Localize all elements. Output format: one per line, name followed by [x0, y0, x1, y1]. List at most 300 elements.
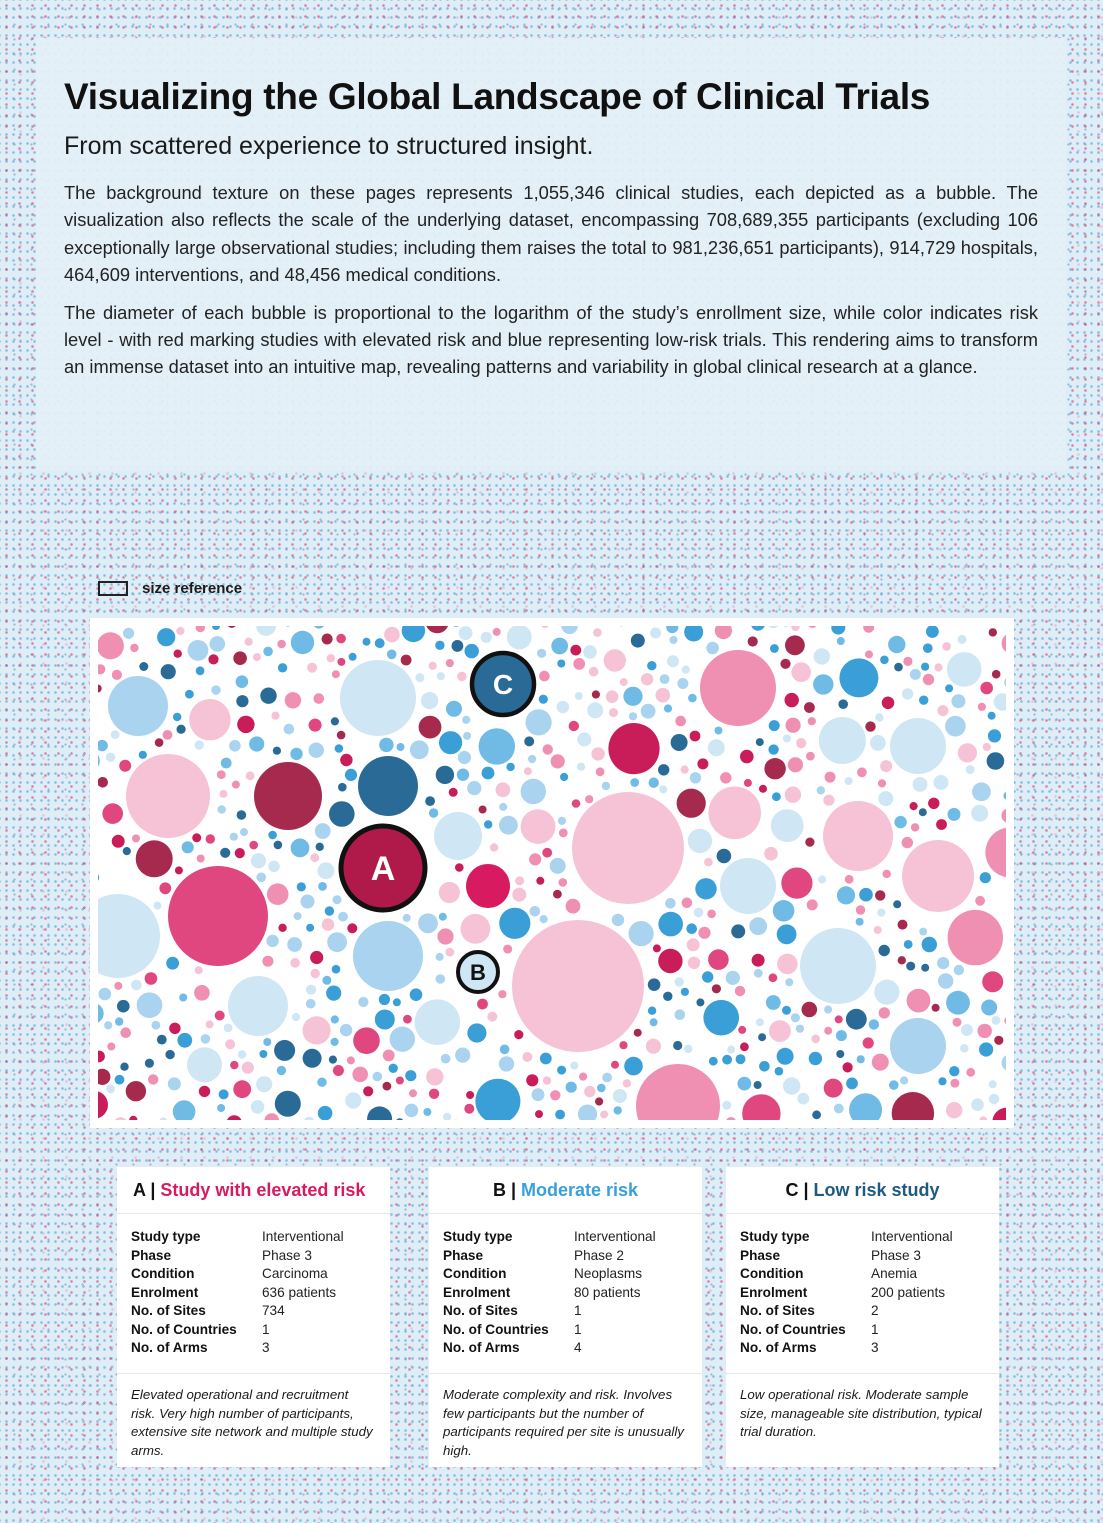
study-bubble — [878, 791, 893, 806]
study-bubble — [980, 872, 991, 883]
study-bubble — [893, 900, 901, 908]
field-label: No. of Countries — [131, 1321, 237, 1337]
study-bubble — [367, 1106, 392, 1120]
detail-row — [131, 1302, 376, 1321]
study-bubble — [882, 697, 895, 710]
study-bubble — [704, 858, 713, 867]
study-bubble — [658, 912, 683, 937]
study-bubble — [690, 772, 701, 783]
study-bubble — [869, 1019, 879, 1029]
study-bubble — [268, 861, 280, 873]
study-bubble — [98, 872, 99, 883]
study-bubble — [785, 693, 799, 707]
study-bubble — [738, 1077, 752, 1091]
study-bubble — [611, 1061, 619, 1069]
study-bubble — [835, 1015, 843, 1023]
study-bubble — [665, 898, 676, 909]
study-bubble — [934, 663, 942, 671]
study-bubble — [211, 685, 220, 694]
study-bubble — [419, 716, 442, 739]
study-bubble — [636, 1064, 720, 1120]
study-bubble — [358, 997, 368, 1007]
study-bubble — [557, 701, 569, 713]
study-bubble — [117, 1000, 130, 1013]
study-bubble — [462, 716, 470, 724]
study-bubble — [526, 1074, 538, 1086]
study-bubble — [303, 1049, 322, 1068]
study-bubble — [539, 695, 548, 704]
study-bubble — [694, 908, 704, 918]
study-bubble — [208, 654, 218, 664]
study-bubble — [347, 1056, 355, 1064]
study-bubble — [230, 833, 238, 841]
study-bubble — [106, 753, 115, 762]
card-c-details — [726, 1214, 999, 1374]
study-bubble — [157, 1035, 167, 1045]
detail-row — [131, 1265, 376, 1284]
study-bubble — [410, 988, 423, 1001]
study-bubble — [682, 666, 690, 674]
field-value: 734 — [262, 1303, 285, 1318]
field-label: No. of Arms — [443, 1340, 520, 1355]
study-bubble — [819, 717, 866, 764]
study-bubble — [363, 1086, 373, 1096]
study-bubble — [979, 1116, 987, 1120]
study-bubble — [570, 1062, 578, 1070]
study-bubble — [921, 964, 929, 972]
study-bubble — [423, 1108, 431, 1116]
field-value: Phase 3 — [871, 1247, 921, 1263]
study-bubble — [499, 908, 530, 939]
study-bubble — [421, 692, 438, 709]
study-bubble — [500, 1045, 510, 1055]
marker-c[interactable] — [472, 653, 534, 715]
study-bubble — [159, 882, 171, 894]
study-bubble — [481, 632, 492, 643]
card-b-note: Moderate complexity and risk. Involves few participants but the number of participants required per site is unusually high. — [443, 1387, 684, 1458]
study-bubble — [647, 661, 656, 670]
study-bubble — [189, 699, 230, 740]
study-bubble — [659, 785, 667, 793]
study-bubble — [465, 644, 479, 658]
study-bubble — [131, 980, 142, 991]
study-bubble — [577, 732, 591, 746]
study-bubble — [429, 808, 438, 817]
study-bubble — [883, 870, 891, 878]
study-bubble — [317, 1078, 326, 1087]
study-bubble — [902, 840, 974, 912]
field-label: No. of Sites — [131, 1303, 206, 1318]
study-bubble — [98, 894, 160, 978]
study-bubble — [329, 1056, 337, 1064]
study-bubble — [217, 770, 226, 779]
study-bubble — [98, 1003, 104, 1024]
study-bubble — [201, 1034, 211, 1044]
study-bubble — [126, 1081, 146, 1101]
study-bubble — [256, 1076, 272, 1092]
study-bubble — [888, 636, 905, 653]
study-bubble — [921, 663, 929, 671]
study-bubble — [700, 650, 776, 726]
study-bubble — [157, 628, 175, 646]
study-bubble — [818, 875, 826, 883]
study-bubble — [823, 795, 834, 806]
detail-row — [740, 1339, 985, 1358]
field-value: Interventional — [574, 1229, 656, 1244]
study-bubble — [695, 878, 716, 899]
study-bubble — [327, 932, 347, 952]
study-bubble — [168, 866, 268, 966]
study-bubble — [960, 1044, 969, 1053]
study-bubble — [777, 954, 798, 975]
study-bubble — [310, 853, 319, 862]
study-bubble — [754, 1081, 762, 1089]
study-bubble — [173, 713, 181, 721]
study-bubble — [206, 1020, 214, 1028]
study-bubble — [457, 672, 467, 682]
study-bubble — [242, 1062, 254, 1074]
study-bubble — [304, 1117, 315, 1120]
detail-row — [131, 1228, 376, 1247]
study-bubble — [1004, 676, 1006, 689]
study-bubble — [577, 763, 585, 771]
study-bubble — [168, 1077, 181, 1090]
study-bubble — [945, 716, 966, 737]
field-value: Interventional — [871, 1229, 953, 1244]
study-bubble — [589, 667, 599, 677]
study-bubble — [192, 833, 201, 842]
study-bubble — [537, 649, 546, 658]
study-bubble — [619, 1041, 627, 1049]
field-value: Interventional — [262, 1229, 344, 1244]
study-bubble — [857, 1055, 865, 1063]
study-bubble — [843, 1062, 853, 1072]
study-bubble — [503, 945, 512, 954]
study-bubble — [994, 693, 1006, 710]
study-bubble — [314, 693, 325, 704]
study-bubble — [512, 888, 526, 902]
study-bubble — [650, 628, 661, 639]
study-bubble — [215, 1011, 225, 1021]
study-bubble — [703, 1000, 739, 1036]
study-bubble — [663, 992, 672, 1001]
detail-row — [443, 1247, 688, 1266]
study-bubble — [232, 781, 240, 789]
study-bubble — [958, 743, 977, 762]
study-bubble — [865, 650, 873, 658]
study-bubble — [631, 634, 645, 648]
study-bubble — [136, 840, 173, 877]
study-bubble — [992, 1016, 1001, 1025]
study-bubble — [426, 1068, 443, 1085]
study-bubble — [212, 626, 220, 630]
study-bubble — [579, 1073, 587, 1081]
study-bubble — [824, 1006, 832, 1014]
study-bubble — [275, 1091, 301, 1117]
study-bubble — [437, 928, 453, 944]
study-bubble — [332, 965, 341, 974]
study-bubble — [771, 809, 804, 842]
study-bubble — [566, 1082, 577, 1093]
study-bubble — [738, 1026, 746, 1034]
intro-paragraph-2: The diameter of each bubble is proportional to the logarithm of the study’s enrollment size, while color indicates risk level - with red marking studies with elevated risk and blue representing low-risk trials. This rendering aims to transform an immense dataset into an intuitive map, revealing patterns and variability in global clinical research at a glance. — [64, 301, 1038, 378]
study-bubble — [290, 958, 300, 968]
card-c-title: Low risk study — [813, 1179, 940, 1200]
study-bubble — [904, 940, 913, 949]
study-bubble — [322, 976, 331, 985]
study-bubble — [543, 1076, 551, 1084]
field-label: Phase — [443, 1247, 484, 1263]
study-bubble — [992, 670, 1001, 679]
study-bubble — [245, 638, 253, 646]
study-bubble — [126, 754, 210, 838]
study-bubble — [316, 843, 324, 851]
study-bubble — [322, 634, 333, 645]
study-bubble — [218, 805, 226, 813]
study-bubble — [337, 731, 346, 740]
study-bubble — [291, 631, 314, 654]
study-bubble — [966, 1068, 975, 1077]
study-bubble — [499, 803, 507, 811]
study-bubble — [629, 921, 654, 946]
study-bubble — [251, 1100, 265, 1114]
study-bubble — [309, 719, 322, 732]
study-bubble — [326, 986, 341, 1001]
study-bubble — [306, 999, 316, 1009]
study-bubble — [543, 744, 553, 754]
study-bubble — [358, 756, 418, 816]
study-bubble — [236, 695, 248, 707]
study-bubble — [210, 636, 226, 652]
study-bubble — [274, 1040, 295, 1061]
study-bubble — [989, 628, 997, 636]
study-bubble — [493, 628, 501, 636]
bubble-canvas — [98, 626, 1006, 1120]
study-bubble — [196, 666, 205, 675]
field-value: 636 patients — [262, 1284, 337, 1300]
study-bubble — [874, 980, 899, 1005]
study-bubble — [139, 662, 148, 671]
study-bubble — [837, 886, 855, 904]
study-bubble — [890, 1018, 946, 1074]
study-bubble — [846, 1009, 867, 1030]
study-bubble — [948, 910, 1003, 965]
study-bubble — [971, 805, 988, 822]
study-bubble — [455, 1048, 470, 1063]
study-bubble — [780, 659, 790, 669]
detail-row — [740, 1265, 985, 1284]
study-bubble — [937, 957, 949, 969]
study-bubble — [455, 863, 464, 872]
study-bubble — [129, 1116, 137, 1120]
study-bubble — [102, 803, 123, 824]
study-bubble — [727, 1046, 735, 1054]
study-bubble — [870, 735, 886, 751]
study-bubble — [777, 924, 797, 944]
study-bubble — [720, 772, 731, 783]
card-b-title: Moderate risk — [521, 1179, 639, 1200]
study-bubble — [233, 651, 247, 665]
study-bubble — [919, 696, 928, 705]
study-bubble — [677, 678, 688, 689]
field-label: Study type — [740, 1229, 810, 1244]
study-bubble — [541, 626, 550, 628]
study-bubble — [557, 660, 565, 668]
study-bubble — [271, 712, 279, 720]
study-bubble — [277, 640, 286, 649]
study-bubble — [953, 1018, 962, 1027]
study-bubble — [410, 740, 429, 759]
marker-b-label: B — [470, 960, 486, 985]
study-bubble — [777, 1048, 794, 1065]
study-bubble — [313, 626, 325, 629]
study-bubble — [770, 644, 779, 653]
study-bubble — [331, 1015, 339, 1023]
marker-b[interactable] — [458, 952, 498, 992]
study-bubble — [528, 755, 536, 763]
study-bubble — [540, 915, 548, 923]
study-bubble — [436, 974, 446, 984]
study-bubble — [910, 802, 918, 810]
study-bubble — [530, 906, 541, 917]
study-bubble — [649, 778, 659, 788]
study-bubble — [923, 674, 934, 685]
study-bubble — [479, 728, 515, 764]
study-bubble — [161, 664, 176, 679]
study-bubble — [297, 882, 306, 891]
study-bubble — [806, 752, 815, 761]
study-bubble — [978, 703, 986, 711]
study-bubble — [267, 883, 289, 905]
study-bubble — [446, 659, 454, 667]
study-bubble — [788, 757, 803, 772]
study-bubble — [401, 655, 412, 666]
study-bubble — [783, 1077, 800, 1094]
study-bubble — [575, 692, 583, 700]
study-bubble — [345, 1092, 361, 1108]
study-bubble — [315, 823, 331, 839]
study-bubble — [558, 817, 566, 825]
study-bubble — [196, 626, 205, 632]
detail-row — [740, 1228, 985, 1247]
study-bubble — [982, 971, 1003, 992]
study-bubble — [467, 1023, 486, 1042]
card-a-note: Elevated operational and recruitment risk. Very high number of participants, extensive site network and multiple study arms. — [131, 1387, 373, 1458]
study-bubble — [903, 657, 912, 666]
study-bubble — [119, 760, 131, 772]
detail-row — [131, 1247, 376, 1266]
study-bubble — [514, 1030, 523, 1039]
study-bubble — [796, 1025, 804, 1033]
study-bubble — [831, 626, 845, 635]
bubble-field — [98, 626, 1006, 1120]
study-bubble — [452, 626, 461, 627]
study-bubble — [227, 626, 236, 628]
study-bubble — [983, 743, 991, 751]
study-bubble — [303, 1016, 331, 1044]
study-bubble — [945, 684, 953, 692]
study-bubble — [709, 1057, 718, 1066]
study-bubble — [98, 740, 108, 751]
study-bubble — [457, 769, 469, 781]
study-bubble — [515, 876, 524, 885]
study-bubble — [906, 962, 915, 971]
field-label: Phase — [740, 1247, 781, 1263]
detail-row — [443, 1284, 688, 1303]
study-bubble — [781, 868, 812, 899]
study-bubble — [132, 834, 140, 842]
study-bubble — [333, 1065, 344, 1076]
study-bubble — [375, 638, 385, 648]
intro-panel — [36, 38, 1066, 470]
study-bubble — [235, 848, 245, 858]
study-bubble — [934, 775, 949, 790]
study-bubble — [112, 835, 125, 848]
study-bubble — [932, 1004, 940, 1012]
marker-a[interactable] — [341, 826, 425, 910]
study-bubble — [415, 673, 424, 682]
study-bubble — [936, 819, 947, 830]
card-a-details — [117, 1214, 390, 1374]
study-bubble — [389, 1064, 398, 1073]
detail-row — [443, 1265, 688, 1284]
study-bubble — [333, 895, 342, 904]
study-bubble — [335, 744, 344, 753]
study-bubble — [115, 1075, 125, 1085]
study-bubble — [98, 1051, 105, 1063]
study-bubble — [532, 1088, 545, 1101]
study-bubble — [230, 1061, 238, 1069]
study-bubble — [529, 853, 541, 865]
study-bubble — [463, 732, 471, 740]
detail-row — [443, 1302, 688, 1321]
study-bubble — [785, 978, 793, 986]
study-bubble — [752, 954, 765, 967]
detail-row — [443, 1321, 688, 1340]
study-bubble — [98, 777, 108, 788]
study-bubble — [238, 1050, 246, 1058]
study-bubble — [526, 709, 552, 735]
study-bubble — [441, 1054, 451, 1064]
study-bubble — [641, 704, 656, 719]
study-bubble — [949, 1066, 959, 1076]
study-bubble — [767, 626, 779, 628]
study-bubble — [942, 642, 951, 651]
study-bubble — [383, 1082, 392, 1091]
study-bubble — [98, 632, 124, 659]
study-bubble — [684, 1045, 692, 1053]
study-bubble — [664, 704, 672, 712]
study-bubble — [148, 1074, 158, 1084]
study-bubble — [426, 626, 449, 633]
study-bubble — [766, 995, 781, 1010]
study-bubble — [791, 662, 811, 682]
card-c-header — [726, 1167, 999, 1214]
study-bubble — [785, 635, 805, 655]
study-bubble — [409, 1089, 417, 1097]
study-bubble — [961, 1024, 973, 1036]
study-bubble — [436, 766, 454, 784]
study-bubble — [219, 1089, 229, 1099]
study-bubble — [769, 720, 780, 731]
study-bubble — [670, 636, 678, 644]
study-bubble — [572, 792, 684, 904]
study-bubble — [521, 779, 546, 804]
study-bubble — [656, 688, 671, 703]
study-bubble — [264, 1113, 279, 1120]
study-bubble — [439, 882, 460, 903]
study-bubble — [592, 690, 600, 698]
